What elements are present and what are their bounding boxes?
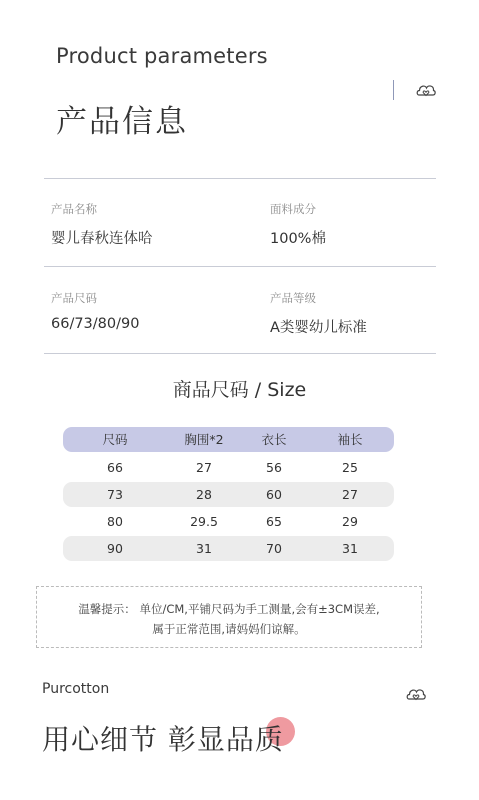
table-cell: 65 — [266, 514, 282, 529]
table-cell: 28 — [196, 487, 212, 502]
page-title-cn: 产品信息 — [56, 104, 188, 140]
heart-cloud-icon — [406, 686, 426, 704]
notice-box — [36, 586, 422, 648]
param-label-name: 产品名称 — [51, 202, 97, 216]
table-row — [63, 482, 394, 507]
table-cell: 70 — [266, 541, 282, 556]
table-cell: 27 — [196, 460, 212, 475]
table-cell: 31 — [196, 541, 212, 556]
divider-vertical — [393, 80, 394, 100]
table-cell: 27 — [342, 487, 358, 502]
table-cell: 80 — [107, 514, 123, 529]
table-cell: 60 — [266, 487, 282, 502]
size-chart-title: 商品尺码 / Size — [172, 379, 307, 401]
page-title-en: Product parameters — [56, 44, 268, 68]
table-cell: 73 — [107, 487, 123, 502]
table-header-row — [63, 427, 394, 452]
table-header-cell: 尺码 — [102, 432, 128, 447]
param-value-grade: A类婴幼儿标准 — [270, 320, 367, 336]
brand-name: Purcotton — [42, 681, 110, 697]
table-cell: 31 — [342, 541, 358, 556]
param-value-name: 婴儿春秋连体哈 — [51, 231, 153, 247]
table-header-cell: 衣长 — [261, 432, 287, 447]
table-header-cell: 袖长 — [337, 432, 363, 447]
table-cell: 29.5 — [190, 514, 218, 529]
notice-line-1: 温馨提示： 单位/CM,平铺尺码为手工测量,会有±3CM误差, — [78, 602, 380, 616]
notice-line-2: 属于正常范围,请妈妈们谅解。 — [152, 622, 306, 636]
divider-middle — [44, 266, 436, 267]
slogan: 用心细节 彰显品质 — [42, 723, 284, 756]
param-value-fabric: 100%棉 — [270, 231, 326, 247]
param-label-size: 产品尺码 — [51, 291, 97, 305]
table-row — [63, 536, 394, 561]
table-cell: 90 — [107, 541, 123, 556]
divider-bottom — [44, 353, 436, 354]
table-row — [63, 455, 394, 480]
param-label-grade: 产品等级 — [270, 291, 316, 305]
heart-cloud-icon — [416, 82, 436, 100]
table-cell: 66 — [107, 460, 123, 475]
table-cell: 29 — [342, 514, 358, 529]
table-cell: 56 — [266, 460, 282, 475]
table-header-cell: 胸围*2 — [184, 432, 224, 447]
table-row — [63, 509, 394, 534]
param-label-fabric: 面料成分 — [270, 202, 316, 216]
param-value-size: 66/73/80/90 — [51, 316, 140, 332]
table-cell: 25 — [342, 460, 358, 475]
divider-top — [44, 178, 436, 179]
